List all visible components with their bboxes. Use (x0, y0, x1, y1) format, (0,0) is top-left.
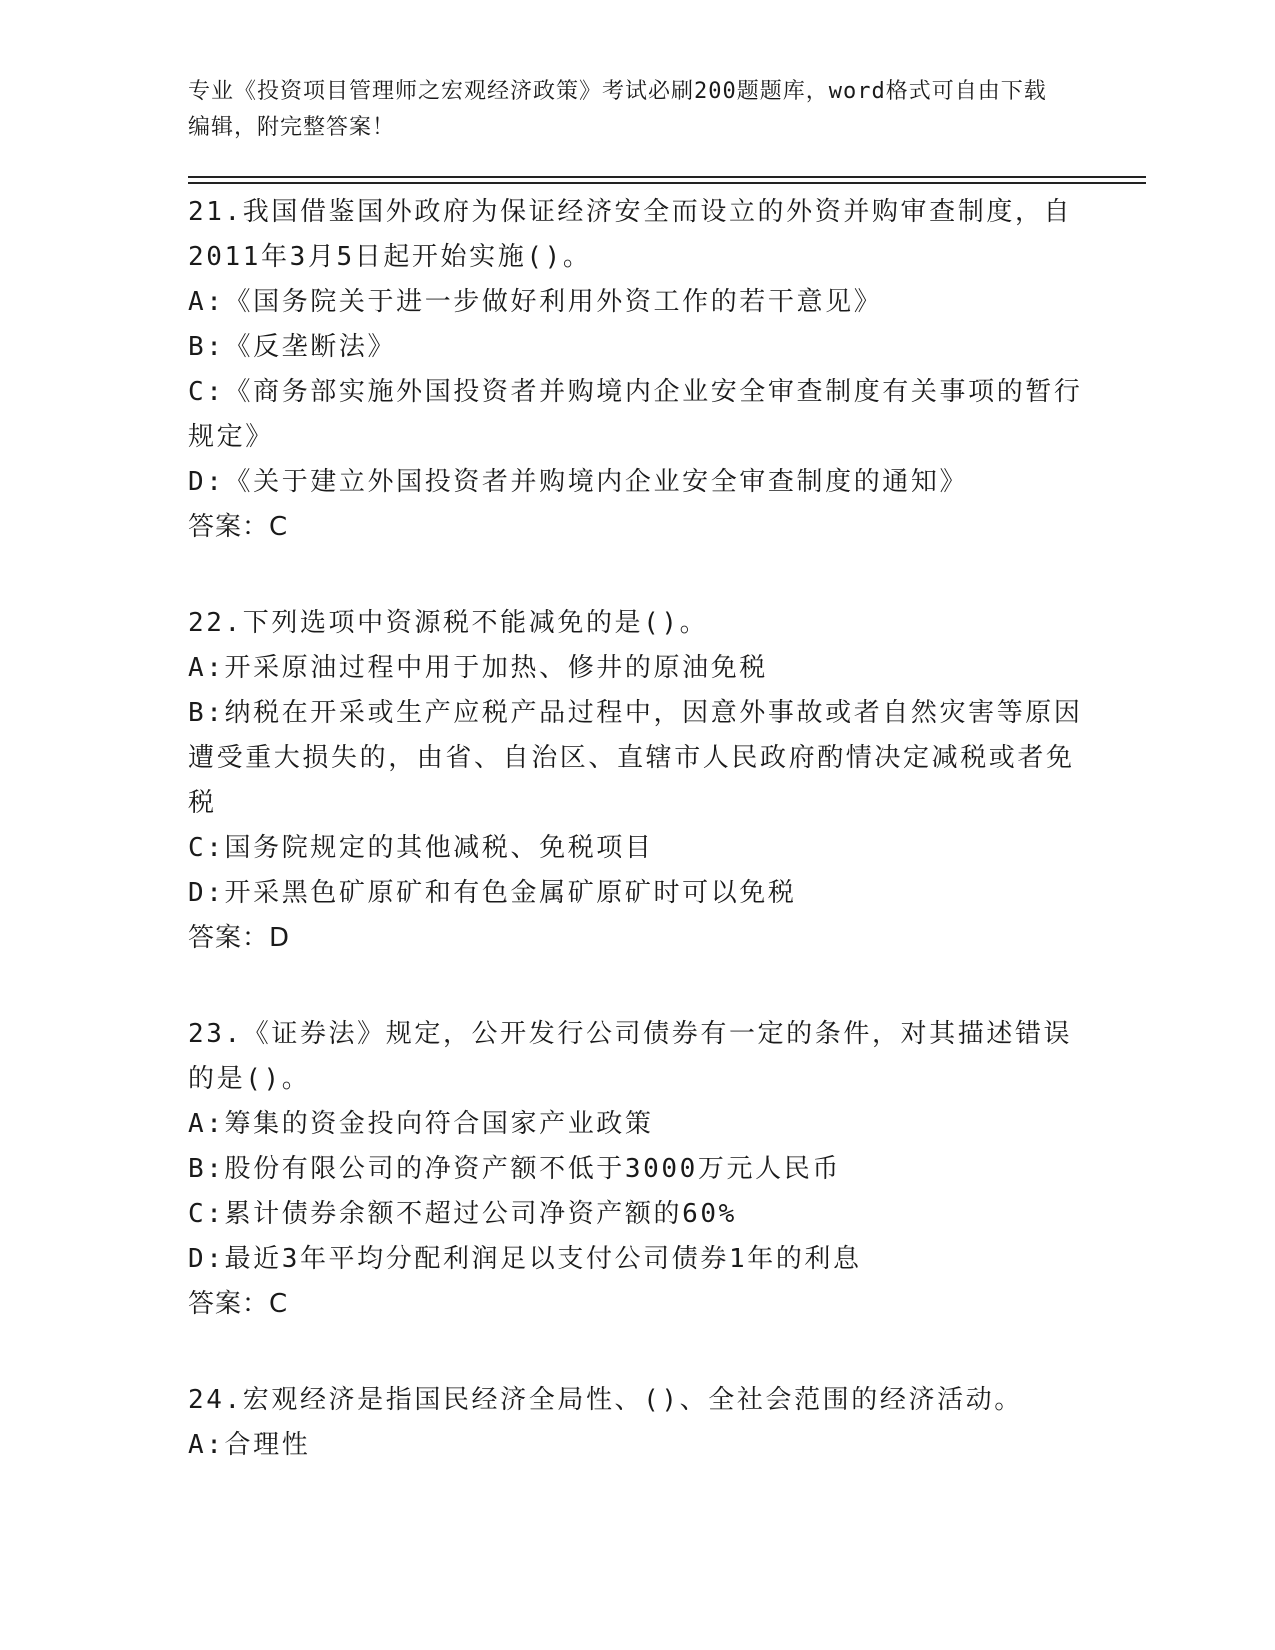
option-b: B:《反垄断法》 (188, 332, 397, 362)
question-23 (188, 1012, 1088, 1327)
question-stem: 23.《证券法》规定，公开发行公司债券有一定的条件，对其描述错误的是()。 (188, 1019, 1073, 1094)
option-a: A:合理性 (188, 1430, 311, 1460)
answer-line: 答案：C (188, 512, 289, 542)
option-d: D:《关于建立外国投资者并购境内企业安全审查制度的通知》 (188, 467, 969, 497)
answer-line: 答案：C (188, 1289, 289, 1319)
option-a: A:开采原油过程中用于加热、修井的原油免税 (188, 653, 768, 683)
option-a: A:《国务院关于进一步做好利用外资工作的若干意见》 (188, 287, 883, 317)
option-c: C:《商务部实施外国投资者并购境内企业安全审查制度有关事项的暂行规定》 (188, 377, 1083, 452)
question-stem: 21.我国借鉴国外政府为保证经济安全而设立的外资并购审查制度，自2011年3月5日起开始实施()。 (188, 197, 1073, 272)
answer-line: 答案：D (188, 923, 291, 953)
document-header: 专业《投资项目管理师之宏观经济政策》考试必刷200题题库，word格式可自由下载编辑，附完整答案！ (188, 79, 1047, 140)
option-b: B:纳税在开采或生产应税产品过程中，因意外事故或者自然灾害等原因遭受重大损失的，由省、自治区、直辖市人民政府酌情决定减税或者免税 (188, 698, 1083, 818)
option-c: C:累计债券余额不超过公司净资产额的60% (188, 1199, 737, 1229)
question-21 (188, 190, 1088, 550)
option-d: D:最近3年平均分配利润足以支付公司债券1年的利息 (188, 1244, 862, 1274)
option-b: B:股份有限公司的净资产额不低于3000万元人民币 (188, 1154, 841, 1184)
option-d: D:开采黑色矿原矿和有色金属矿原矿时可以免税 (188, 878, 797, 908)
header-rule-top (188, 176, 1146, 178)
question-22 (188, 601, 1088, 961)
question-24 (188, 1378, 1088, 1468)
option-c: C:国务院规定的其他减税、免税项目 (188, 833, 654, 863)
question-list (188, 190, 1088, 1519)
option-a: A:筹集的资金投向符合国家产业政策 (188, 1109, 654, 1139)
question-stem: 24.宏观经济是指国民经济全局性、()、全社会范围的经济活动。 (188, 1385, 1023, 1415)
header-rule-bottom (188, 182, 1146, 184)
question-stem: 22.下列选项中资源税不能减免的是()。 (188, 608, 709, 638)
